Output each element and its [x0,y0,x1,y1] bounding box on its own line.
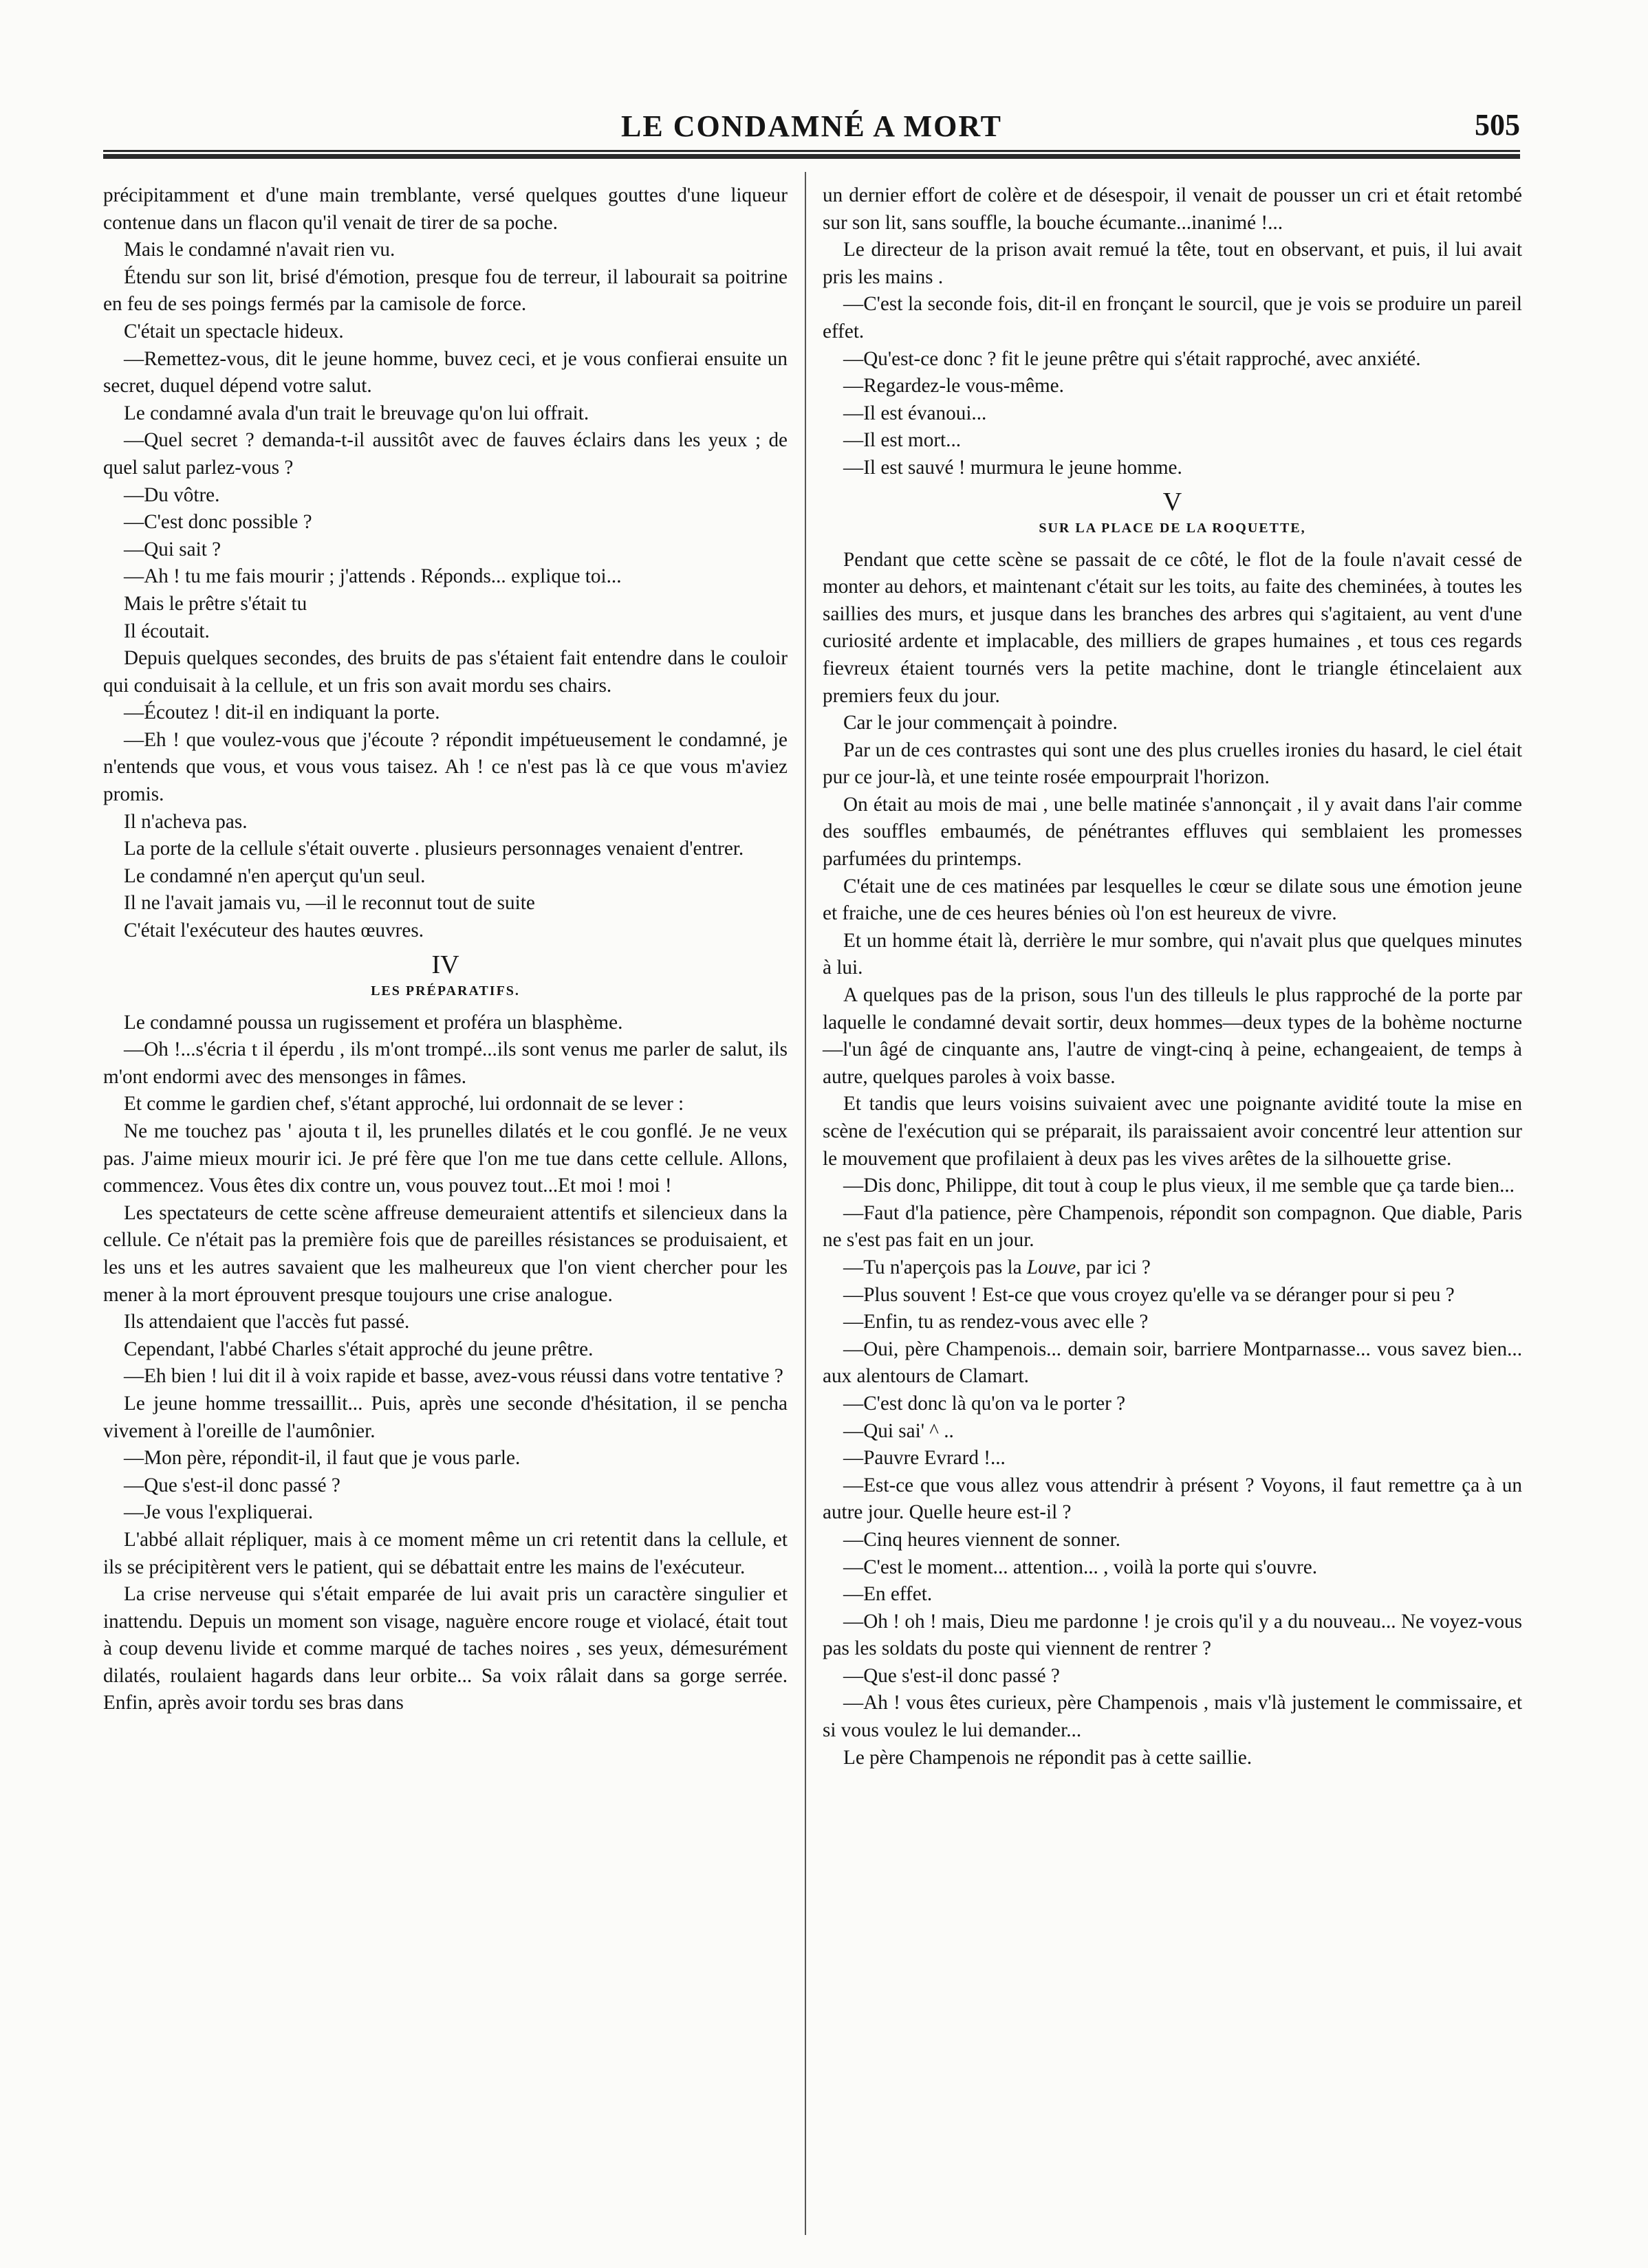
paragraph: Ne me touchez pas ' ajouta t il, les prunelles dilatés et le cou gonflé. Je ne veux pas. J'aime mieux mourir ici. Je pré fère que l'on me tue dans cette cellule. Allons, commencez. Vous êtes dix contre un, vous pouvez tout...Et moi ! moi ! [103,1120,788,1197]
left-column [103,182,788,1717]
paragraph: —Qui sait ? [124,538,221,560]
paragraph: —Cinq heures viennent de sonner. [843,1528,1120,1551]
paragraph: —En effet. [843,1583,933,1606]
paragraph: —Il est évanoui... [843,402,987,424]
text-run: —Tu n'aperçois pas la [843,1256,1027,1278]
section-number-v: V [1162,487,1182,516]
paragraph: précipitamment et d'une main tremblante, versé quelques gouttes d'une liqueur contenue dans un flacon qu'il venait de tirer de sa poche. [103,184,788,234]
running-title: LE CONDAMNÉ A MORT [621,109,1002,143]
paragraph: Le jeune homme tressaillit... Puis, après une seconde d'hésitation, il se pencha vivement à l'oreille de l'aumônier. [103,1392,788,1442]
paragraph: L'abbé allait répliquer, mais à ce moment même un cri retentit dans la cellule, et ils se précipitèrent vers le patient, qui se débattait entre les mains de l'exécuteur. [103,1528,788,1578]
paragraph: —C'est la seconde fois, dit-il en fronçant le sourcil, que je vois se produire un pareil effet. [823,293,1522,342]
paragraph: —Ah ! tu me fais mourir ; j'attends . Réponds... explique toi... [124,565,622,588]
paragraph: C'était une de ces matinées par lesquelles le cœur se dilate sous une émotion jeune et fraiche, une de ces heures bénies où l'on est heureux de vivre. [823,875,1522,925]
paragraph: —Qui sai' ^ .. [843,1419,954,1442]
text-run: , par ici ? [1076,1256,1151,1278]
paragraph: Car le jour commençait à poindre. [843,712,1118,734]
paragraph: —Quel secret ? demanda-t-il aussitôt avec de fauves éclairs dans les yeux ; de quel salut parlez-vous ? [103,429,788,479]
paragraph: —Regardez-le vous-même. [843,375,1064,397]
paragraph: La crise nerveuse qui s'était emparée de lui avait pris un caractère singulier et inattendu. Depuis un moment son visage, naguère encore rouge et violacé, était tout à coup devenu livide et comme marqué de taches noires , ses yeux, démesurément dilatés, roulaient hagards dans leur orbite... Sa voix râlait dans sa gorge serrée. Enfin, après avoir tordu ses bras dans [103,1583,788,1714]
paragraph: —Oui, père Champenois... demain soir, barriere Montparnasse... vous savez bien... aux alentours de Clamart. [823,1338,1522,1388]
paragraph: —Qu'est-ce donc ? fit le jeune prêtre qui s'était rapproché, avec anxiété. [843,347,1421,370]
paragraph: —Est-ce que vous allez vous attendrir à présent ? Voyons, il faut remettre ça à un autre jour. Quelle heure est-il ? [823,1474,1522,1524]
paragraph: C'était l'exécuteur des hautes œuvres. [124,919,424,942]
paragraph: Ils attendaient que l'accès fut passé. [124,1311,410,1333]
paragraph: —Oh ! oh ! mais, Dieu me pardonne ! je crois qu'il y a du nouveau... Ne voyez-vous pas les soldats du poste qui viennent de rentrer ? [823,1610,1522,1660]
header-rule-thick [103,154,1520,159]
paragraph: —Oh !...s'écria t il éperdu , ils m'ont trompé...ils sont venus me parler de salut, ils m'ont endormi avec des mensonges in fâmes. [103,1038,788,1088]
paragraph: —Faut d'la patience, père Champenois, répondit son compagnon. Que diable, Paris ne s'est pas fait en un jour. [823,1201,1522,1252]
paragraph: Et un homme était là, derrière le mur sombre, qui n'avait plus que quelques minutes à lui. [823,929,1522,979]
paragraph: Par un de ces contrastes qui sont une des plus cruelles ironies du hasard, le ciel était pur ce jour-là, et une teinte rosée empourprait l'horizon. [823,739,1522,789]
paragraph: Étendu sur son lit, brisé d'émotion, presque fou de terreur, il labourait sa poitrine en feu de ses poings fermés par la camisole de force. [103,265,788,316]
right-column [823,182,1522,1771]
paragraph: La porte de la cellule s'était ouverte . plusieurs personnages venaient d'entrer. [124,838,744,860]
paragraph: —C'est donc possible ? [124,511,312,534]
section-number-iv: IV [431,950,459,979]
page-header [103,103,1520,144]
paragraph: Et comme le gardien chef, s'étant approché, lui ordonnait de se lever : [124,1093,684,1115]
section-title-v: SUR LA PLACE DE LA ROQUETTE, [1039,520,1306,536]
paragraph: Il n'acheva pas. [124,810,248,833]
paragraph: —Que s'est-il donc passé ? [124,1474,340,1496]
paragraph: —Eh ! que voulez-vous que j'écoute ? répondit impétueusement le condamné, je n'entends que vous, et vous vous taisez. Ah ! ce n'est pas là ce que vous m'aviez promis. [103,728,788,806]
paragraph: Le condamné poussa un rugissement et proféra un blasphème. [124,1011,623,1034]
paragraph: —Remettez-vous, dit le jeune homme, buvez ceci, et je vous confierai ensuite un secret, duquel dépend votre salut. [103,347,788,397]
paragraph: —Que s'est-il donc passé ? [843,1664,1060,1687]
paragraph: —Il est mort... [843,429,962,452]
paragraph: Le condamné avala d'un trait le breuvage qu'on lui offrait. [124,402,589,424]
paragraph: —Plus souvent ! Est-ce que vous croyez qu'elle va se déranger pour si peu ? [843,1283,1455,1306]
italic-word: Louve [1026,1256,1076,1278]
paragraph: —Du vôtre. [124,483,220,506]
paragraph: On était au mois de mai , une belle matinée s'annonçait , il y avait dans l'air comme des souffles embaumés, de pénétrantes effluves qui semblaient les promesses parfumées du printemps. [823,793,1522,871]
paragraph: —Je vous l'expliquerai. [124,1501,314,1524]
paragraph: —C'est le moment... attention... , voilà la porte qui s'ouvre. [843,1556,1317,1578]
paragraph: —Écoutez ! dit-il en indiquant la porte. [124,701,440,724]
paragraph: C'était un spectacle hideux. [124,320,344,342]
section-title-iv: LES PRÉPARATIFS. [371,983,520,999]
paragraph: —Il est sauvé ! murmura le jeune homme. [843,456,1182,479]
paragraph: Mais le condamné n'avait rien vu. [124,239,395,261]
paragraph: —Eh bien ! lui dit il à voix rapide et basse, avez-vous réussi dans votre tentative ? [124,1365,783,1388]
paragraph: Il écoutait. [124,620,210,642]
header-rule-thin [103,150,1520,152]
paragraph: Le condamné n'en aperçut qu'un seul. [124,864,426,887]
paragraph: —Ah ! vous êtes curieux, père Champenois , mais v'là justement le commissaire, et si vous voulez le lui demander... [823,1692,1522,1742]
paragraph: —Pauvre Evrard !... [843,1447,1006,1470]
paragraph: —Dis donc, Philippe, dit tout à coup le plus vieux, il me semble que ça tarde bien... [843,1175,1515,1197]
paragraph: Et tandis que leurs voisins suivaient avec une poignante avidité toute la mise en scène de l'exécution qui se préparait, ils paraissaient avoir concentré leur attention sur le mouvement que profilaient à deux pas les vives arêtes de la silhouette grise. [823,1093,1522,1170]
paragraph: —Enfin, tu as rendez-vous avec elle ? [843,1311,1149,1333]
paragraph: Depuis quelques secondes, des bruits de pas s'étaient fait entendre dans le couloir qui conduisait à la cellule, et un fris son avait mordu ses chairs. [103,647,788,697]
paragraph: Mais le prêtre s'était tu [124,592,307,615]
paragraph: Cependant, l'abbé Charles s'était approché du jeune prêtre. [124,1338,594,1360]
paragraph: Il ne l'avait jamais vu, —il le reconnut tout de suite [124,892,535,915]
paragraph: A quelques pas de la prison, sous l'un des tilleuls le plus rapproché de la porte par laquelle le condamné devait sortir, deux hommes—deux types de la bohème nocturne—l'un âgé de cinquante ans, l'autre de vingt-cinq à peine, echangeaient, de temps à autre, quelques paroles à voix basse. [823,984,1522,1088]
paragraph: Pendant que cette scène se passait de ce côté, le flot de la foule n'avait cessé de monter au dehors, et maintenant c'était sur les toits, au faite des cheminées, à toutes les saillies des murs, et jusque dans les branches des arbres qui s'agitaient, au vent d'une curiosité ardente et implacable, des milliers de grapes humaines , et tous ces regards fievreux étaient tournés vers la petite machine, dont le triangle étincelaient aux premiers feux du jour. [823,548,1522,707]
paragraph: —Mon père, répondit-il, il faut que je vous parle. [124,1447,521,1470]
paragraph: un dernier effort de colère et de désespoir, il venait de pousser un cri et était retombé sur son lit, sans souffle, la bouche écumante...inanimé !... [823,184,1522,234]
paragraph [823,1254,1522,1282]
paragraph: Le directeur de la prison avait remué la tête, tout en observant, et puis, il lui avait pris les mains . [823,239,1522,288]
paragraph: Le père Champenois ne répondit pas à cette saillie. [843,1746,1253,1769]
paragraph: Les spectateurs de cette scène affreuse demeuraient attentifs et silencieux dans la cellule. Ce n'était pas la première fois que de pareilles résistances se produisaient, et les uns et les autres savaient que les malheureux que l'on vient chercher pour les mener à la mort éprouvent presque toujours une crise analogue. [103,1201,788,1306]
page-number: 505 [1475,108,1520,142]
column-divider [805,172,806,2235]
paragraph: —C'est donc là qu'on va le porter ? [843,1392,1126,1415]
